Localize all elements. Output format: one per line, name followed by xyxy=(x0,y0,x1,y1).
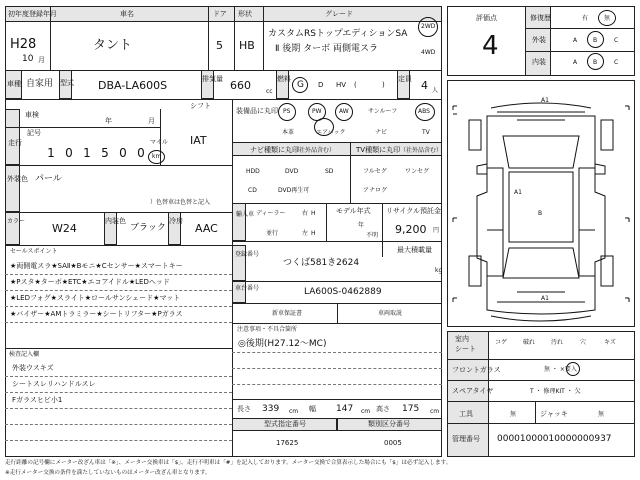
equip-airbag: エアバック xyxy=(316,129,346,136)
diagram-label-a1-mid: A1 xyxy=(514,189,522,196)
repair-yes: 有 xyxy=(582,15,589,22)
interior-sheet-label-1: 室内 xyxy=(455,335,469,343)
fuel-g: G xyxy=(297,80,304,90)
import-dealer: ディーラー xyxy=(256,210,286,217)
navi-hdd: HDD xyxy=(246,168,260,175)
equip-ps: PS xyxy=(283,108,291,115)
car-name: タント xyxy=(93,38,133,53)
grade-label: グレード xyxy=(325,10,353,18)
notes-label: 注意事項・不具合箇所 xyxy=(237,326,298,333)
shift-label: シフト xyxy=(190,102,211,110)
drive-2wd: 2WD xyxy=(421,23,436,30)
import-handle-l: H xyxy=(311,230,316,237)
km-label: km xyxy=(152,153,162,160)
exterior-c: C xyxy=(614,37,619,44)
import-label: 輸入車 xyxy=(236,211,255,218)
navi-type-label: ナビ種類に丸印 xyxy=(250,146,299,154)
body-shape: HB xyxy=(239,39,255,52)
category-value: 0005 xyxy=(384,439,402,447)
grade-line-1: カスタムRSトップエディションSA xyxy=(268,29,408,39)
chassis-value: LA600S-0462889 xyxy=(304,287,382,297)
car-outline-diagram xyxy=(447,80,635,327)
jack-value: 無 xyxy=(598,411,605,418)
footer-line-2: ※走行メーター交換の条件を満たしていないものはメーター改ざん車となります。 xyxy=(5,470,211,476)
sales-point-line: ★バイザー★AMトラミラー★シートリフター★Pガラス xyxy=(10,310,183,318)
ac-value: AAC xyxy=(195,222,218,235)
inspection-note: シートスレリハンドルスレ xyxy=(12,380,96,388)
sales-points-label: セールスポイント xyxy=(10,248,58,255)
length-label: 長さ xyxy=(237,405,251,413)
length-value: 339 xyxy=(262,404,280,414)
shift-value: IAT xyxy=(190,134,207,147)
equip-sunroof: サンルーフ xyxy=(368,108,398,115)
import-left: 左 xyxy=(302,230,309,237)
color-note: ）色替車は色替と記入 xyxy=(150,199,211,206)
control-no-value: 00001000010000000937 xyxy=(497,434,612,444)
navi-dvd: DVD xyxy=(285,168,299,175)
mileage-digit: 0 xyxy=(65,146,73,160)
mileage-digit: 1 xyxy=(83,146,91,160)
import-parallel: 並行 xyxy=(266,230,279,237)
tools-value: 無 xyxy=(510,411,517,418)
inspection-note: 外装ウスキズ xyxy=(12,364,54,372)
max-load-label: 最大積載量 xyxy=(397,246,432,254)
max-load-unit: kg xyxy=(435,267,443,274)
fuel-label: 燃料 xyxy=(277,75,291,83)
equip-aw: AW xyxy=(339,108,349,115)
type-designation-label: 型式指定番号 xyxy=(264,420,306,428)
drive-4wd: 4WD xyxy=(421,49,436,56)
score-label: 評価点 xyxy=(476,14,497,22)
color-section-label: 外装色 xyxy=(7,175,28,183)
month-label: 月 xyxy=(148,117,155,125)
model-year-label: モデル年式 xyxy=(336,207,371,215)
vehicle-manual: 車両取説 xyxy=(378,310,403,317)
car-name-label: 車名 xyxy=(120,10,134,18)
interior-sheet-label-2: シート xyxy=(455,345,476,353)
diagram-label-a1-top: A1 xyxy=(541,97,549,104)
door-label: ドア xyxy=(213,10,227,18)
interior-label: 内装 xyxy=(532,58,546,66)
month-unit: 月 xyxy=(38,56,45,64)
mileage-digit: 1 xyxy=(47,146,55,160)
grade-line-2: Ⅱ 後期 ターボ 両側電スラ xyxy=(275,44,379,54)
sheet-item-tear: 破れ xyxy=(523,339,536,346)
navi-sd: SD xyxy=(325,168,334,175)
interior-color: ブラック xyxy=(130,223,166,233)
equip-leather: 本革 xyxy=(282,129,295,136)
displacement-value: 660 xyxy=(230,79,251,92)
fuel-paren-close: ) xyxy=(382,81,385,89)
height-unit: cm xyxy=(430,408,440,415)
usage-value: 自家用 xyxy=(26,79,54,89)
spare-label: スペアタイヤ xyxy=(452,387,494,395)
sheet-item-hole: 穴 xyxy=(580,339,587,346)
fuel-d: D xyxy=(318,81,324,89)
equip-pw: PW xyxy=(312,108,322,115)
tv-analog: アナログ xyxy=(363,187,388,194)
interior-c: C xyxy=(614,59,619,66)
diagram-label-b: B xyxy=(538,210,543,217)
sheet-item-stain: 汚れ xyxy=(551,339,564,346)
meter-symbol-label: 記号 xyxy=(27,129,41,137)
mileage-section-label: 走行 xyxy=(8,139,22,147)
color-code: W24 xyxy=(52,222,77,235)
inspection-notes-label: 検査記入欄 xyxy=(9,351,40,358)
vehicle-inspect-label: 車検 xyxy=(25,111,39,119)
first-reg-label: 初年度登録年月 xyxy=(8,10,57,18)
color-code-label: カラー xyxy=(7,218,26,225)
score-value: 4 xyxy=(482,31,499,61)
model-label: 型式 xyxy=(60,79,74,87)
capacity-value: 4 xyxy=(421,79,428,92)
interior-color-label: 内装色 xyxy=(105,217,126,225)
registration-label: 登録番号 xyxy=(235,251,260,258)
exterior-a: A xyxy=(573,37,578,44)
navi-dvd-playback: DVD再生可 xyxy=(278,187,310,194)
category-label: 類別区分番号 xyxy=(368,420,410,428)
year-label: 年 xyxy=(105,117,112,125)
mileage-digit: 5 xyxy=(101,146,109,160)
repair-no: 無 xyxy=(604,15,611,22)
tv-type-label: TV種類に丸印 xyxy=(356,146,401,154)
front-glass-value: 無 ・ ×要入 xyxy=(544,366,577,373)
front-glass-label: フロントガラス xyxy=(452,366,501,374)
sales-point-line: ★Pスタ★ターボ★ETC★エコアイドル★LEDヘッド xyxy=(10,278,170,286)
import-handle-r: H xyxy=(311,210,316,217)
equip-navi: ナビ xyxy=(375,129,388,136)
repair-label: 修復歴 xyxy=(530,14,551,22)
mileage-digit: 0 xyxy=(119,146,127,160)
exterior-label: 外装 xyxy=(532,36,546,44)
model-value: DBA-LA600S xyxy=(98,79,168,92)
capacity-label: 定員 xyxy=(398,75,412,83)
height-value: 175 xyxy=(402,404,420,414)
capacity-unit: 人 xyxy=(432,87,439,94)
shape-label: 形状 xyxy=(238,10,252,18)
model-year-value: 不明 xyxy=(366,232,379,239)
first-reg-month: 10 xyxy=(22,54,34,64)
color-value: パール xyxy=(35,174,62,184)
door-count: 5 xyxy=(216,39,223,52)
inspection-note: Fガラスヒビ小1 xyxy=(12,396,63,404)
model-year-unit: 年 xyxy=(358,222,365,229)
registration-value: つくば581き2624 xyxy=(283,258,360,268)
control-no-label: 管理番号 xyxy=(452,435,480,443)
displacement-label: 排気量 xyxy=(202,75,223,83)
equip-tv: TV xyxy=(422,129,430,136)
tv-oneseg: ワンセグ xyxy=(405,168,430,175)
usage-label: 車種 xyxy=(7,80,21,88)
fuel-hv: HV xyxy=(336,81,347,89)
tools-label: 工具 xyxy=(459,410,473,418)
navi-type-note: （社外品含む） xyxy=(293,147,336,154)
chassis-label: 車台番号 xyxy=(235,285,260,292)
recycle-value: 9,200 xyxy=(395,223,427,236)
ac-label: 冷房 xyxy=(169,217,183,225)
width-value: 147 xyxy=(336,404,354,414)
interior-b: B xyxy=(593,59,598,66)
equip-abs: ABS xyxy=(418,108,430,115)
navi-cd: CD xyxy=(248,187,257,194)
fuel-paren-open: ( xyxy=(354,81,357,89)
mileage-digit: 0 xyxy=(137,146,145,160)
sheet-item-burn: コゲ xyxy=(495,339,508,346)
height-label: 高さ xyxy=(376,405,390,413)
footer-line-1: 走行距離の記号欄にメーター改ざん車は「※」、メーター交換車は「$」、走行不明車は「#」を記入しております。メーター交換で合算表示した場合にも「$」は必ず記入します。 xyxy=(5,460,452,466)
notes-line: ◎後期(H27.12〜MC) xyxy=(238,339,327,349)
import-right: 右 xyxy=(302,210,309,217)
sales-point-line: ★LEDフォグ★スライト★ロールサンシェード★マット xyxy=(10,294,181,302)
new-warranty: 新車保証書 xyxy=(272,310,303,317)
first-reg-year: H28 xyxy=(10,37,37,52)
exterior-b: B xyxy=(593,37,598,44)
width-label: 幅 xyxy=(309,405,316,413)
sales-point-line: ★両側電スラ★SAⅡ★Bモニ★Cセンサー★スマートキー xyxy=(10,262,183,270)
spare-value: T ・ 修理KIT ・ 欠 xyxy=(530,388,581,395)
width-unit: cm xyxy=(361,408,371,415)
mile-label: マイル xyxy=(150,139,168,146)
jack-label: ジャッキ xyxy=(540,410,568,418)
equipment-label: 装備品に丸印 xyxy=(236,107,278,115)
diagram-label-a1-bottom: A1 xyxy=(541,295,549,302)
interior-a: A xyxy=(573,59,578,66)
tv-fullseg: フルセグ xyxy=(363,168,387,175)
tv-type-note: （社外品含む） xyxy=(400,147,443,154)
front-glass-x-circle xyxy=(566,362,580,376)
recycle-unit: 円 xyxy=(433,227,440,234)
type-designation-value: 17625 xyxy=(276,439,299,447)
length-unit: cm xyxy=(289,408,299,415)
recycle-label: リサイクル預託金 xyxy=(386,207,442,215)
sheet-item-scratch: キズ xyxy=(604,339,616,346)
displacement-unit: cc xyxy=(266,88,273,95)
